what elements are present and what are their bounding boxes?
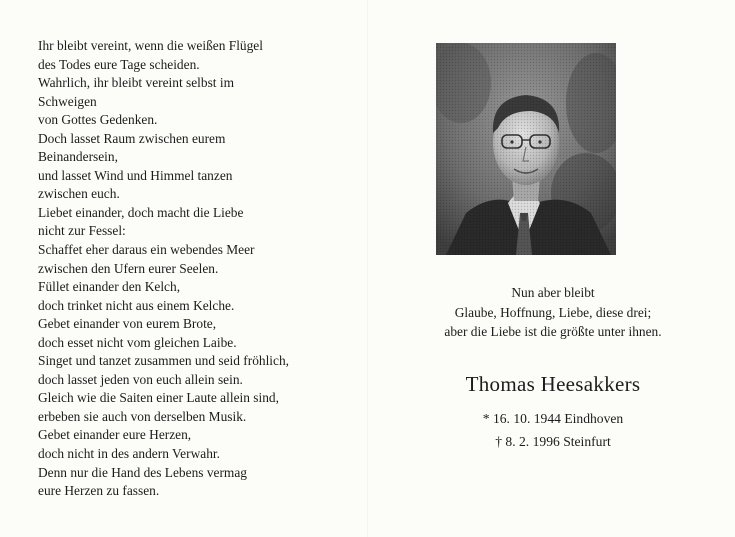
poem-line: Singet und tanzet zusammen und seid fröhlich, [38,353,290,369]
poem-line: nicht zur Fessel: [38,223,126,239]
poem-line: eure Herzen zu fassen. [38,483,160,499]
poem-line: erbeben sie auch von derselben Musik. [38,408,247,424]
portrait-photo [436,43,616,255]
poem-line: des Todes eure Tage scheiden. [38,56,200,72]
life-dates [378,408,728,453]
birth-date: * 16. 10. 1944 Eindhoven [482,411,624,426]
poem-line: zwischen euch. [38,186,120,202]
poem-line: Denn nur die Hand des Lebens vermag [38,464,247,480]
poem-line: Doch lasset Raum zwischen eurem [38,130,226,146]
card-fold [367,0,368,537]
poem-line: Wahrlich, ihr bleibt vereint selbst im [38,75,235,91]
verse-line: Glaube, Hoffnung, Liebe, diese drei; [454,304,652,320]
deceased-name: Thomas Heesakkers [465,372,641,396]
poem-line: Gebet einander eure Herzen, [38,427,192,443]
poem-line: doch nicht in des andern Verwahr. [38,446,220,462]
poem-line: Liebet einander, doch macht die Liebe [38,204,244,220]
poem-line: Schaffet eher daraus ein webendes Meer [38,242,255,258]
verse-line: aber die Liebe ist die größte unter ihnen. [444,324,662,339]
poem-line: Gleich wie die Saiten einer Laute allein sind, [38,390,279,406]
verse-line: Nun aber bleibt [511,285,595,300]
poem-line: Beinandersein, [38,149,118,165]
death-date: † 8. 2. 1996 Steinfurt [495,433,611,449]
poem-text [38,37,358,501]
bible-verse [378,283,728,342]
poem-line: Füllet einander den Kelch, [38,279,181,295]
poem-line: Gebet einander von eurem Brote, [38,316,217,332]
poem-line: und lasset Wind und Himmel tanzen [38,167,233,183]
poem-line: Ihr bleibt vereint, wenn die weißen Flügel [38,38,263,53]
poem-line: doch trinket nicht aus einem Kelche. [38,297,235,313]
poem-line: doch lasset jeden von euch allein sein. [38,371,243,387]
poem-line: von Gottes Gedenken. [38,112,158,128]
poem-line: zwischen den Ufern eurer Seelen. [38,260,219,276]
poem-line: Schweigen [38,93,97,109]
poem-line: doch esset nicht vom gleichen Laibe. [38,334,237,350]
